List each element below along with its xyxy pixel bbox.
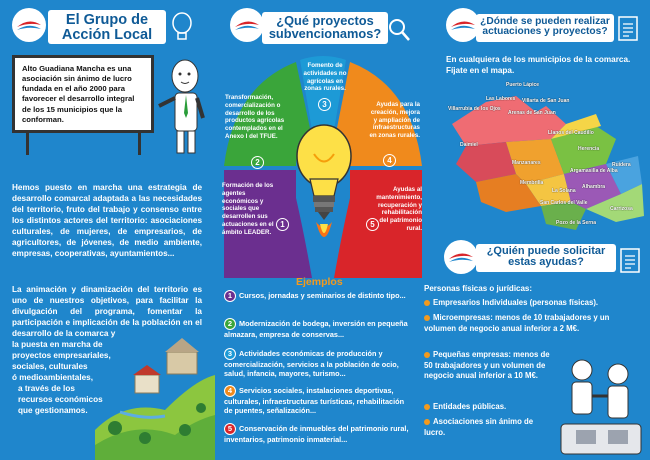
left-header xyxy=(48,10,166,44)
who-item-1 xyxy=(424,298,624,309)
example-4-text: Servicios sociales, instalaciones deportivas, culturales, infraestructuras turísticas, rehabilitación de puentes, señalización... xyxy=(224,386,405,416)
segment-3-text: Fomento de actividades no agrícolas en zonas rurales. xyxy=(303,62,347,93)
who-item-3 xyxy=(424,350,554,382)
para2-line: sociales, culturales xyxy=(12,362,88,372)
logo-icon xyxy=(12,8,46,42)
left-header-line2: Acción Local xyxy=(61,26,153,43)
left-paragraph-2: La animación y dinamización del territorio es uno de nuestros objetivos, para facilitar la divulgación del programa, fomentar la participación e implicación de la población en el desarrollo de la comarca y xyxy=(12,285,202,339)
left-header-line1: El Grupo de xyxy=(65,12,149,28)
whiteboard xyxy=(12,55,154,133)
examples-title: Ejemplos xyxy=(296,276,343,288)
segment-4-text: Ayudas para la creación, mejora y ampliación de infraestructuras en zonas rurales. xyxy=(369,101,420,139)
example-item-3 xyxy=(224,348,414,379)
center-header-line1: ¿Qué proyectos xyxy=(276,13,374,28)
map-label: Llanos del Caudillo xyxy=(548,130,594,136)
para2-line: recursos económicos xyxy=(18,395,103,405)
map-label: Arenas de San Juan xyxy=(508,110,556,116)
who-item-3-text: Pequeñas empresas: menos de 50 trabajadores y un volumen de negocio anual inferior a 10 M€. xyxy=(424,350,550,381)
who-item-2-text: Microempresas: menos de 10 trabajadores y un volumen de negocio anual inferior a 2 M€. xyxy=(424,313,610,333)
para2-line: proyectos empresariales, xyxy=(12,351,111,361)
presenter-figure-icon xyxy=(155,58,210,158)
magnifier-icon xyxy=(388,18,410,42)
who-item-5 xyxy=(424,417,534,438)
segment-1-text: Formación de los agentes económicos y sociales que desarrollen sus actuaciones en el ámbito LEADER. xyxy=(222,182,274,236)
who-item-2 xyxy=(424,313,624,334)
map-label: Argamasilla de Alba xyxy=(570,168,618,174)
left-paragraph-1: Hemos puesto en marcha una estrategia de desarrollo comarcal adaptada a las necesidades del territorio, fruto del trabajo y consenso entre los distintos actores del territorio: asociaciones culturales, de mujeres, de empresarios, de agricultores, de jóvenes, de medio ambiente, empresas, cooperativas, ayuntamientos... xyxy=(12,183,202,259)
segment-3-number: 3 xyxy=(318,98,331,111)
example-item-2 xyxy=(224,318,414,339)
segment-2-number: 2 xyxy=(251,156,264,169)
who-item-4-text: Entidades públicas. xyxy=(433,402,507,411)
lightbulb-rocket-icon xyxy=(296,124,352,254)
bullet-icon xyxy=(424,419,430,425)
example-3-number: 3 xyxy=(224,348,236,360)
logo-icon xyxy=(446,8,480,42)
board-leg xyxy=(26,133,29,155)
map-label: Daimiel xyxy=(460,142,478,148)
example-1-number: 1 xyxy=(224,290,236,302)
right-header-2-line1: ¿Quién puede solicitar xyxy=(486,245,606,257)
map-label: San Carlos del Valle xyxy=(540,200,588,206)
lightbulb-icon xyxy=(170,12,194,42)
map-label: Las Labores xyxy=(486,96,516,102)
intro-box-text: Alto Guadiana Mancha es una asociación sin ánimo de lucro fundada en el año 2000 para favorecer el desarrollo integral de los 15 municipios que la conforman. xyxy=(22,64,135,124)
map-label: Villarta de San Juan xyxy=(522,98,570,104)
map-label: Herencia xyxy=(578,146,600,152)
segment-4-number: 4 xyxy=(383,154,396,167)
map-label: Alhambra xyxy=(582,184,606,190)
example-5-text: Conservación de inmuebles del patrimonio rural, inventarios, patrimonio inmaterial... xyxy=(224,424,409,444)
map-label: Villarrubia de los Ojos xyxy=(448,106,501,112)
map-label: Puerto Lápice xyxy=(506,82,540,88)
map-label: Manzanares xyxy=(512,160,541,166)
right-header-2-line2: estas ayudas? xyxy=(508,256,584,268)
center-header xyxy=(262,12,388,44)
right-header-1-line2: actuaciones y proyectos? xyxy=(482,26,608,38)
bullet-icon xyxy=(424,404,430,410)
right-header-1 xyxy=(476,14,614,42)
center-header-line2: subvencionamos? xyxy=(268,25,382,41)
bullet-icon xyxy=(424,315,430,321)
segment-5-number: 5 xyxy=(366,218,379,231)
right-header-2 xyxy=(476,244,616,272)
example-1-text: Cursos, jornadas y seminarios de distinto tipo... xyxy=(239,291,406,300)
segment-2-text: Transformación, comercialización o desarrollo de los productos agrícolas contemplados en el Anexo I del TFUE. xyxy=(225,94,285,140)
who-intro: Personas físicas o jurídicas: xyxy=(424,284,533,293)
example-item-5 xyxy=(224,423,414,444)
example-2-number: 2 xyxy=(224,318,236,330)
map-label: Membrilla xyxy=(520,180,544,186)
map-label: La Solana xyxy=(552,188,576,194)
example-5-number: 5 xyxy=(224,423,236,435)
example-item-4 xyxy=(224,385,414,416)
clipboard-icon xyxy=(618,246,642,274)
map-label: Carrizosa xyxy=(610,206,633,212)
bullet-icon xyxy=(424,352,430,358)
who-item-5-text: Asociaciones sin ánimo de lucro. xyxy=(424,417,534,437)
clipboard-icon xyxy=(616,14,640,42)
para2-line: ó medioambientales, xyxy=(12,373,93,383)
segment-5-text: Ayudas al mantenimiento, recuperación y rehabilitación del patrimonio rural. xyxy=(376,186,422,232)
logo-icon xyxy=(444,240,478,274)
landscape-illustration xyxy=(95,320,215,460)
logo-icon xyxy=(230,8,264,42)
para2-line: la puesta en marcha de xyxy=(12,340,103,349)
map-intro-text: En cualquiera de los municipios de la comarca. Fíjate en el mapa. xyxy=(446,55,631,76)
map-label: Ruidera xyxy=(612,162,631,168)
people-illustration xyxy=(556,350,646,458)
example-item-1 xyxy=(224,290,414,302)
board-leg xyxy=(138,133,141,155)
right-header-1-line1: ¿Dónde se pueden realizar xyxy=(480,16,610,27)
map-label: Pozo de la Serna xyxy=(556,220,597,226)
para2-line: que gestionamos. xyxy=(18,406,88,416)
example-2-text: Modernización de bodega, inversión en pequeña almazara, empresa de conservas... xyxy=(224,319,408,339)
example-3-text: Actividades económicas de producción y comercialización, servicios a la población de ocio, salud, infancia, mayores, turismo... xyxy=(224,349,399,379)
example-4-number: 4 xyxy=(224,385,236,397)
segment-1-number: 1 xyxy=(276,218,289,231)
para2-line: a través de los xyxy=(18,384,75,394)
who-item-1-text: Empresarios Individuales (personas físicas). xyxy=(433,298,599,307)
bullet-icon xyxy=(424,300,430,306)
